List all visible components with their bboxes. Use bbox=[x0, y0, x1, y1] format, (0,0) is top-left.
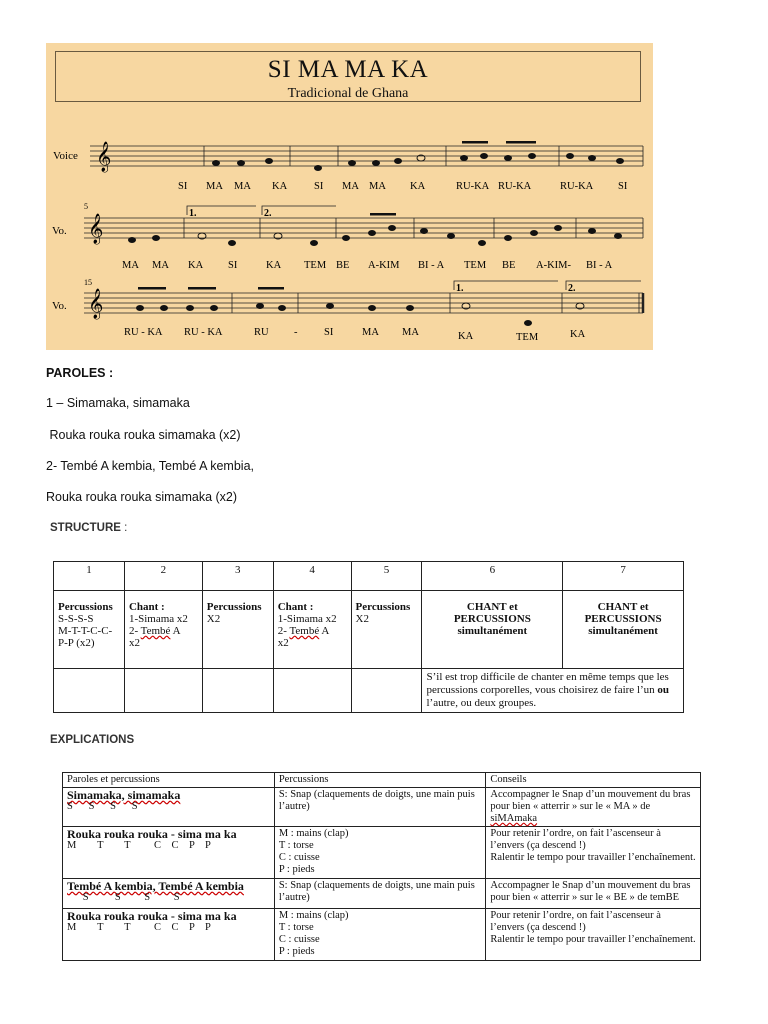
percussion-letters: S S S S bbox=[67, 801, 138, 812]
cell-title: Chant : bbox=[277, 601, 314, 613]
structure-note-row bbox=[54, 669, 684, 713]
lyric: RU-KA bbox=[456, 181, 490, 192]
cell-line: 1-Simama x2 bbox=[128, 613, 188, 625]
lyric: MA bbox=[234, 181, 251, 192]
structure-cell-2 bbox=[124, 591, 202, 669]
structure-cell-7 bbox=[563, 591, 684, 669]
lyric: MA bbox=[369, 181, 386, 192]
advice-line: siMAmaka bbox=[490, 813, 538, 824]
lyric: RU - KA bbox=[124, 327, 163, 338]
structure-table bbox=[53, 561, 684, 713]
lyric: KA bbox=[458, 331, 474, 342]
volta-bracket-2: 2. bbox=[568, 283, 576, 294]
lyric: A-KIM- bbox=[536, 260, 571, 271]
cell-line: PERCUSSIONS bbox=[453, 613, 531, 625]
lyric: KA bbox=[188, 260, 204, 271]
lyric: RU-KA bbox=[560, 181, 594, 192]
advice-line: Ralentir le tempo pour travailler l’enchaînement. bbox=[490, 934, 696, 945]
table-row bbox=[63, 827, 701, 879]
cell-title: Chant : bbox=[128, 601, 165, 613]
staff-1 bbox=[90, 146, 643, 166]
structure-cell-5 bbox=[351, 591, 422, 669]
measure-number: 15 bbox=[84, 278, 92, 287]
staff-2 bbox=[84, 206, 643, 238]
structure-num: 1 bbox=[54, 562, 125, 591]
lyric: KA bbox=[266, 260, 282, 271]
percussion-cell bbox=[274, 909, 486, 961]
staff-2-lyrics bbox=[122, 260, 613, 271]
lyrics-text: Simamaka, simamaka bbox=[67, 788, 181, 802]
structure-heading: STRUCTURE : bbox=[50, 522, 128, 534]
empty-cell bbox=[124, 669, 202, 713]
lyric: - bbox=[294, 327, 298, 338]
lyric: A-KIM bbox=[368, 260, 400, 271]
percussion-cell bbox=[274, 827, 486, 879]
lyric: MA bbox=[402, 327, 419, 338]
lyric: TEM bbox=[304, 260, 327, 271]
legend-line: C : cuisse bbox=[278, 934, 320, 945]
staff-2-label: Vo. bbox=[52, 225, 67, 237]
empty-cell bbox=[273, 669, 351, 713]
cell-title: Percussions bbox=[58, 601, 113, 613]
empty-cell bbox=[351, 669, 422, 713]
lyric: TEM bbox=[464, 260, 487, 271]
percussion-letters: M T T C C P P bbox=[67, 922, 211, 933]
lyric: KA bbox=[570, 329, 586, 340]
structure-num: 3 bbox=[202, 562, 273, 591]
structure-cell-6 bbox=[422, 591, 563, 669]
cell-line: 2- Tembé A bbox=[277, 625, 330, 637]
volta-bracket-1: 1. bbox=[456, 283, 464, 294]
paroles-heading: PAROLES : bbox=[46, 366, 114, 380]
lyric: MA bbox=[362, 327, 379, 338]
lyric: SI bbox=[324, 327, 334, 338]
cell-line: PERCUSSIONS bbox=[584, 613, 662, 625]
percussion-cell: S: Snap (claquements de doigts, une main puis l’autre) bbox=[274, 788, 486, 827]
cell-title: Percussions bbox=[206, 601, 262, 613]
lyrics-cell bbox=[63, 827, 275, 879]
cell-line: X2 bbox=[206, 613, 221, 625]
lyric: RU - KA bbox=[184, 327, 223, 338]
percussion-letters: S S S S bbox=[67, 892, 180, 903]
advice-cell: Accompagner le Snap d’un mouvement du bras pour bien « atterrir » sur le « BE » de temBE bbox=[486, 879, 701, 909]
table-row bbox=[63, 879, 701, 909]
lyric: SI bbox=[618, 181, 628, 192]
cell-line: 1-Simama x2 bbox=[277, 613, 337, 625]
cell-line: X2 bbox=[355, 613, 369, 625]
lyrics-text: Tembé A kembia, Tembé A kembia bbox=[67, 879, 244, 893]
treble-clef-icon: 𝄞 bbox=[96, 142, 112, 171]
staff-1-lyrics bbox=[178, 181, 628, 192]
treble-clef-icon: 𝄞 bbox=[88, 289, 104, 318]
lyrics-text: Rouka rouka rouka - sima ma ka bbox=[67, 909, 237, 923]
empty-cell bbox=[202, 669, 273, 713]
structure-note: S’il est trop difficile de chanter en même temps que les percussions corporelles, vous choisirez de faire l’un ou l’autre, ou deux groupes. bbox=[422, 669, 684, 713]
lyric: MA bbox=[342, 181, 359, 192]
paroles-line-1: 1 – Simamaka, simamaka bbox=[46, 396, 190, 410]
lyric: KA bbox=[272, 181, 288, 192]
advice-cell bbox=[486, 827, 701, 879]
explications-header-row bbox=[63, 773, 701, 788]
advice-line: Ralentir le tempo pour travailler l’enchaînement. bbox=[490, 852, 696, 863]
lyrics-text: Rouka rouka rouka - sima ma ka bbox=[67, 827, 237, 841]
column-header: Conseils bbox=[486, 773, 701, 788]
lyrics-cell bbox=[63, 879, 275, 909]
cell-line: P-P (x2) bbox=[58, 637, 95, 649]
lyric: BE bbox=[502, 260, 516, 271]
lyric: BI - A bbox=[586, 260, 613, 271]
structure-num: 4 bbox=[273, 562, 351, 591]
percussion-cell: S: Snap (claquements de doigts, une main puis l’autre) bbox=[274, 879, 486, 909]
staff-3-label: Vo. bbox=[52, 300, 67, 312]
cell-line: x2 bbox=[128, 637, 140, 649]
explications-table bbox=[62, 772, 701, 961]
cell-line: S-S-S-S bbox=[58, 613, 94, 625]
legend-line: M : mains (clap) bbox=[278, 828, 349, 839]
cell-line: CHANT et bbox=[597, 601, 649, 613]
paroles-line-2: Rouka rouka rouka simamaka (x2) bbox=[46, 428, 241, 442]
lyrics-cell bbox=[63, 788, 275, 827]
structure-cell-1 bbox=[54, 591, 125, 669]
sheet-music-image bbox=[46, 43, 653, 350]
lyric: TEM bbox=[516, 332, 539, 343]
legend-line: T : torse bbox=[278, 922, 314, 933]
table-row bbox=[63, 909, 701, 961]
legend-line: C : cuisse bbox=[278, 852, 320, 863]
paroles-line-3: 2- Tembé A kembia, Tembé A kembia, bbox=[46, 459, 254, 473]
advice-line: Pour retenir l’ordre, on fait l’ascenseur à l’envers (ça descend !) bbox=[490, 910, 661, 933]
legend-line: P : pieds bbox=[278, 946, 315, 957]
advice-cell bbox=[486, 909, 701, 961]
cell-line: simultanément bbox=[457, 625, 528, 637]
explications-heading: EXPLICATIONS bbox=[50, 734, 135, 746]
song-title: SI MA MA KA bbox=[267, 56, 429, 83]
advice-line: Accompagner le Snap d’un mouvement du bras pour bien « atterrir » sur le « MA » de bbox=[490, 789, 691, 812]
staff-1-label: Voice bbox=[53, 150, 78, 162]
measure-number: 5 bbox=[84, 202, 88, 211]
lyric: MA bbox=[122, 260, 139, 271]
structure-num: 2 bbox=[124, 562, 202, 591]
lyric: SI bbox=[228, 260, 238, 271]
structure-num: 6 bbox=[422, 562, 563, 591]
structure-cell-3 bbox=[202, 591, 273, 669]
lyric: BE bbox=[336, 260, 350, 271]
cell-title: Percussions bbox=[355, 601, 411, 613]
volta-bracket-1: 1. bbox=[189, 208, 197, 219]
cell-line: x2 bbox=[277, 637, 289, 649]
lyric: BI - A bbox=[418, 260, 445, 271]
lyric: RU bbox=[254, 327, 269, 338]
cell-line: simultanément bbox=[588, 625, 658, 637]
structure-num: 7 bbox=[563, 562, 684, 591]
table-row bbox=[63, 788, 701, 827]
lyric: SI bbox=[314, 181, 324, 192]
advice-cell bbox=[486, 788, 701, 827]
lyric: RU-KA bbox=[498, 181, 532, 192]
legend-line: M : mains (clap) bbox=[278, 910, 349, 921]
empty-cell bbox=[54, 669, 125, 713]
cell-line: M-T-T-C-C- bbox=[58, 625, 113, 637]
structure-numbers-row bbox=[54, 562, 684, 591]
legend-line: T : torse bbox=[278, 840, 314, 851]
music-staves bbox=[46, 43, 653, 350]
paroles-line-4: Rouka rouka rouka simamaka (x2) bbox=[46, 490, 238, 504]
structure-cell-4 bbox=[273, 591, 351, 669]
volta-bracket-2: 2. bbox=[264, 208, 272, 219]
song-subtitle: Tradicional de Ghana bbox=[287, 86, 409, 101]
treble-clef-icon: 𝄞 bbox=[88, 214, 104, 243]
lyrics-cell bbox=[63, 909, 275, 961]
lyric: MA bbox=[206, 181, 223, 192]
lyric: SI bbox=[178, 181, 188, 192]
lyric: KA bbox=[410, 181, 426, 192]
structure-content-row bbox=[54, 591, 684, 669]
column-header: Paroles et percussions bbox=[63, 773, 275, 788]
column-header: Percussions bbox=[274, 773, 486, 788]
staff-3-lyrics bbox=[124, 327, 586, 343]
advice-line: Pour retenir l’ordre, on fait l’ascenseur à l’envers (ça descend !) bbox=[490, 828, 661, 851]
legend-line: P : pieds bbox=[278, 864, 315, 875]
cell-line: 2- Tembé A bbox=[128, 625, 181, 637]
structure-num: 5 bbox=[351, 562, 422, 591]
lyric: MA bbox=[152, 260, 169, 271]
percussion-letters: M T T C C P P bbox=[67, 840, 211, 851]
cell-line: CHANT et bbox=[466, 601, 518, 613]
